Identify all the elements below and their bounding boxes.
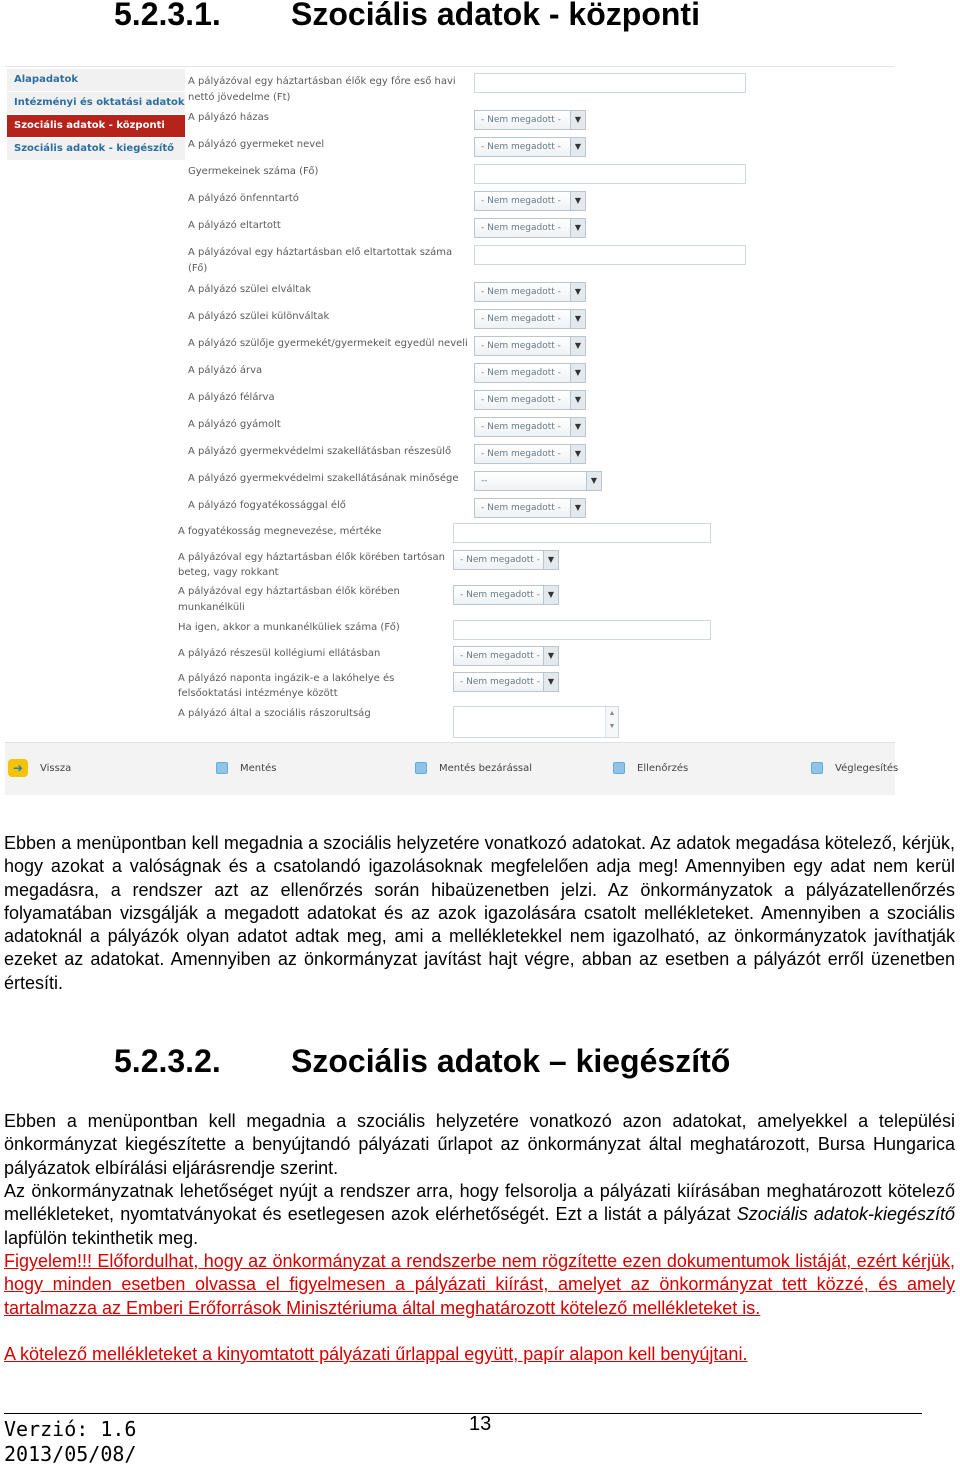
field-label: A pályázóval egy háztartásban elő eltartottak száma	[188, 247, 453, 258]
form-toolbar	[5, 742, 899, 795]
sidebar-item-intezmenyi[interactable]: Intézményi és oktatási adatok	[7, 92, 185, 115]
field-label: A pályázó félárva	[188, 392, 275, 403]
finalize-icon	[811, 762, 823, 774]
income-input[interactable]	[474, 73, 746, 93]
page-number: 13	[469, 1413, 492, 1435]
field-label: Ha igen, akkor a munkanélküliek száma (Fő)	[178, 622, 400, 633]
field-label: A pályázó által a szociális rászorultság	[178, 708, 371, 719]
chevron-down-icon: ▼	[570, 364, 585, 382]
sidebar-item-szocialis-kiegeszito[interactable]: Szociális adatok - kiegészítő	[7, 138, 185, 161]
field-label: A pályázó szülei elváltak	[188, 284, 312, 295]
save-close-button[interactable]: Mentés bezárással	[415, 762, 532, 774]
dependents-count-input[interactable]	[474, 245, 746, 265]
unemployed-select[interactable]: - Nem megadott - ▼	[453, 585, 559, 605]
chevron-down-icon: ▼	[543, 551, 558, 569]
paragraph-intro: Ebben a menüpontban kell megadnia a szociális helyzetére vonatkozó adatokat. Az adatok megadása kötelező, kérjük, hogy azokat a valóságnak és a csatolandó igazolásoknak megfelelően adja meg! Amennyiben egy adat nem kerül megadásra, a rendszer azt az ellenőrzés során hibaüzenetben jelzi. Az önkormányzatok a pályázatellenőrzés folyamatában vizsgálják a megadott adatokat és az azok igazolására csatolt mellékleteket. Amennyiben a szociális adatoknál a pályázók olyan adatot adtak meg, ami a mellékletekkel nem igazolható, az önkormányzatok javíthatják ezeket az adatokat. Amennyiben az önkormányzat javítást hajt végre, abban az esetben a pályázót erről üzenetben értesíti.	[4, 833, 955, 993]
paragraph-supplement: Ebben a menüpontban kell megadnia a szociális helyzetére vonatkozó azon adatokat, amelyekkel a települési önkormányzat kiegészítette a benyújtandó pályázati űrlapot az önkormányzat által meghatározott, Bursa Hungarica pályázatok elbírálási eljárásrendje szerint.	[4, 1111, 955, 1178]
field-label: A pályázó eltartott	[188, 220, 281, 231]
field-label: A pályázó szülője gyermekét/gyermekeit egyedül neveli	[188, 338, 468, 349]
field-label: (Fő)	[188, 263, 208, 274]
scrollbar[interactable]: ▲ ▼	[605, 707, 618, 737]
field-label: A pályázóval egy háztartásban élők körében	[178, 586, 400, 597]
save-close-icon	[415, 762, 427, 774]
self-supporting-select[interactable]: - Nem megadott - ▼	[474, 191, 586, 211]
chronically-ill-select[interactable]: - Nem megadott - ▼	[453, 550, 559, 570]
warning-text: Figyelem!!! Előfordulhat, hogy az önkormányzat a rendszerbe nem rögzítette ezen dokumentumok listáját, ezért kérjük, hogy minden esetben olvassa el figyelmesen a pályázati kiírást, amelyet az önkormányzat tett közzé, és amely tartalmazza az Emberi Erőforrások Minisztériuma által meghatározott kötelező mellékleteket is.	[4, 1251, 955, 1318]
field-label: A pályázó árva	[188, 365, 263, 376]
single-parent-select[interactable]: - Nem megadott - ▼	[474, 336, 586, 356]
chevron-down-icon: ▼	[586, 472, 601, 490]
field-label: Gyermekeinek száma (Fő)	[188, 166, 319, 177]
unemployed-count-input[interactable]	[453, 620, 711, 640]
field-label: A pályázó gyermekvédelmi szakellátásának minősége	[188, 473, 459, 484]
field-label: A pályázó házas	[188, 112, 269, 123]
warning-text-2: A kötelező mellékleteket a kinyomtatott pályázati űrlappal együtt, papír alapon kell benyújtani.	[4, 1344, 748, 1364]
chevron-down-icon: ▼	[570, 418, 585, 436]
children-count-input[interactable]	[474, 164, 746, 184]
chevron-down-icon: ▼	[570, 219, 585, 237]
child-protection-select[interactable]: - Nem megadott - ▼	[474, 444, 586, 464]
back-button[interactable]: ➜ Vissza	[8, 759, 71, 777]
section-title: Szociális adatok – kiegészítő	[291, 1043, 731, 1079]
field-label: A pályázó szülei különváltak	[188, 311, 330, 322]
save-button[interactable]: Mentés	[216, 762, 276, 774]
chevron-down-icon: ▼	[570, 192, 585, 210]
field-label: nettó jövedelme (Ft)	[188, 92, 291, 103]
sidebar-nav	[7, 69, 185, 161]
footer-date: 2013/05/08/	[4, 1442, 137, 1466]
check-icon	[613, 762, 625, 774]
sidebar-item-alapadatok[interactable]: Alapadatok	[7, 69, 185, 92]
field-label: A pályázó részesül kollégiumi ellátásban	[178, 648, 381, 659]
embedded-form-screenshot	[5, 66, 895, 797]
footer-divider	[4, 1413, 922, 1414]
dependent-select[interactable]: - Nem megadott - ▼	[474, 218, 586, 238]
parents-divorced-select[interactable]: - Nem megadott - ▼	[474, 282, 586, 302]
section-title: Szociális adatok - központi	[291, 0, 700, 32]
married-select[interactable]: - Nem megadott - ▼	[474, 110, 586, 130]
chevron-down-icon: ▼	[543, 647, 558, 665]
half-orphan-select[interactable]: - Nem megadott - ▼	[474, 390, 586, 410]
chevron-down-icon: ▼	[570, 499, 585, 517]
field-label: A pályázó önfenntartó	[188, 193, 299, 204]
orphan-select[interactable]: - Nem megadott - ▼	[474, 363, 586, 383]
commute-select[interactable]: - Nem megadott - ▼	[453, 672, 559, 692]
save-icon	[216, 762, 228, 774]
finalize-button[interactable]: Véglegesítés	[811, 762, 898, 774]
disability-description-input[interactable]	[453, 523, 711, 543]
paragraph-attachments: Az önkormányzatnak lehetőséget nyújt a rendszer arra, hogy felsorolja a pályázati kiírásában meghatározott kötelező mellékleteket, nyomtatványokat és esetlegesen azok elérhetőségét. Ezt a listát a pályázat Szociális adatok-kiegészítő lapfülön tekinthetik meg.	[4, 1181, 956, 1248]
chevron-down-icon: ▼	[570, 337, 585, 355]
footer-version: Verzió: 1.6	[4, 1417, 137, 1441]
field-label: A pályázóval egy háztartásban élők egy főre eső havi	[188, 76, 456, 87]
chevron-down-icon: ▼	[543, 673, 558, 691]
chevron-down-icon: ▼	[570, 138, 585, 156]
child-protection-quality-select[interactable]: -- ▼	[474, 471, 602, 491]
chevron-down-icon: ▼	[570, 445, 585, 463]
chevron-down-icon: ▼	[570, 111, 585, 129]
field-label: beteg, vagy rokkant	[178, 567, 279, 578]
raises-child-select[interactable]: - Nem megadott - ▼	[474, 137, 586, 157]
field-label: munkanélküli	[178, 602, 245, 613]
chevron-down-icon: ▼	[543, 586, 558, 604]
chevron-down-icon: ▼	[570, 310, 585, 328]
field-label: felsőoktatási intézménye között	[178, 688, 338, 699]
field-label: A pályázó fogyatékossággal élő	[188, 500, 346, 511]
field-label: A pályázó gyámolt	[188, 419, 281, 430]
field-label: A pályázóval egy háztartásban élők körében tartósan	[178, 552, 445, 563]
section-number: 5.2.3.1.	[114, 0, 221, 32]
ward-select[interactable]: - Nem megadott - ▼	[474, 417, 586, 437]
social-need-textarea[interactable]	[453, 706, 619, 738]
parents-separated-select[interactable]: - Nem megadott - ▼	[474, 309, 586, 329]
disabled-select[interactable]: - Nem megadott - ▼	[474, 498, 586, 518]
sidebar-item-szocialis-kozponti[interactable]: Szociális adatok - központi	[7, 115, 185, 138]
field-label: A fogyatékosság megnevezése, mértéke	[178, 526, 382, 537]
section-number: 5.2.3.2.	[114, 1043, 221, 1079]
field-label: A pályázó naponta ingázik-e a lakóhelye és	[178, 673, 395, 684]
chevron-down-icon: ▼	[570, 283, 585, 301]
field-label: A pályázó gyermekvédelmi szakellátásban részesülő	[188, 446, 452, 457]
back-arrow-icon: ➜	[8, 759, 28, 777]
check-button[interactable]: Ellenőrzés	[613, 762, 688, 774]
chevron-down-icon: ▼	[570, 391, 585, 409]
field-label: A pályázó gyermeket nevel	[188, 139, 325, 150]
dormitory-select[interactable]: - Nem megadott - ▼	[453, 646, 559, 666]
